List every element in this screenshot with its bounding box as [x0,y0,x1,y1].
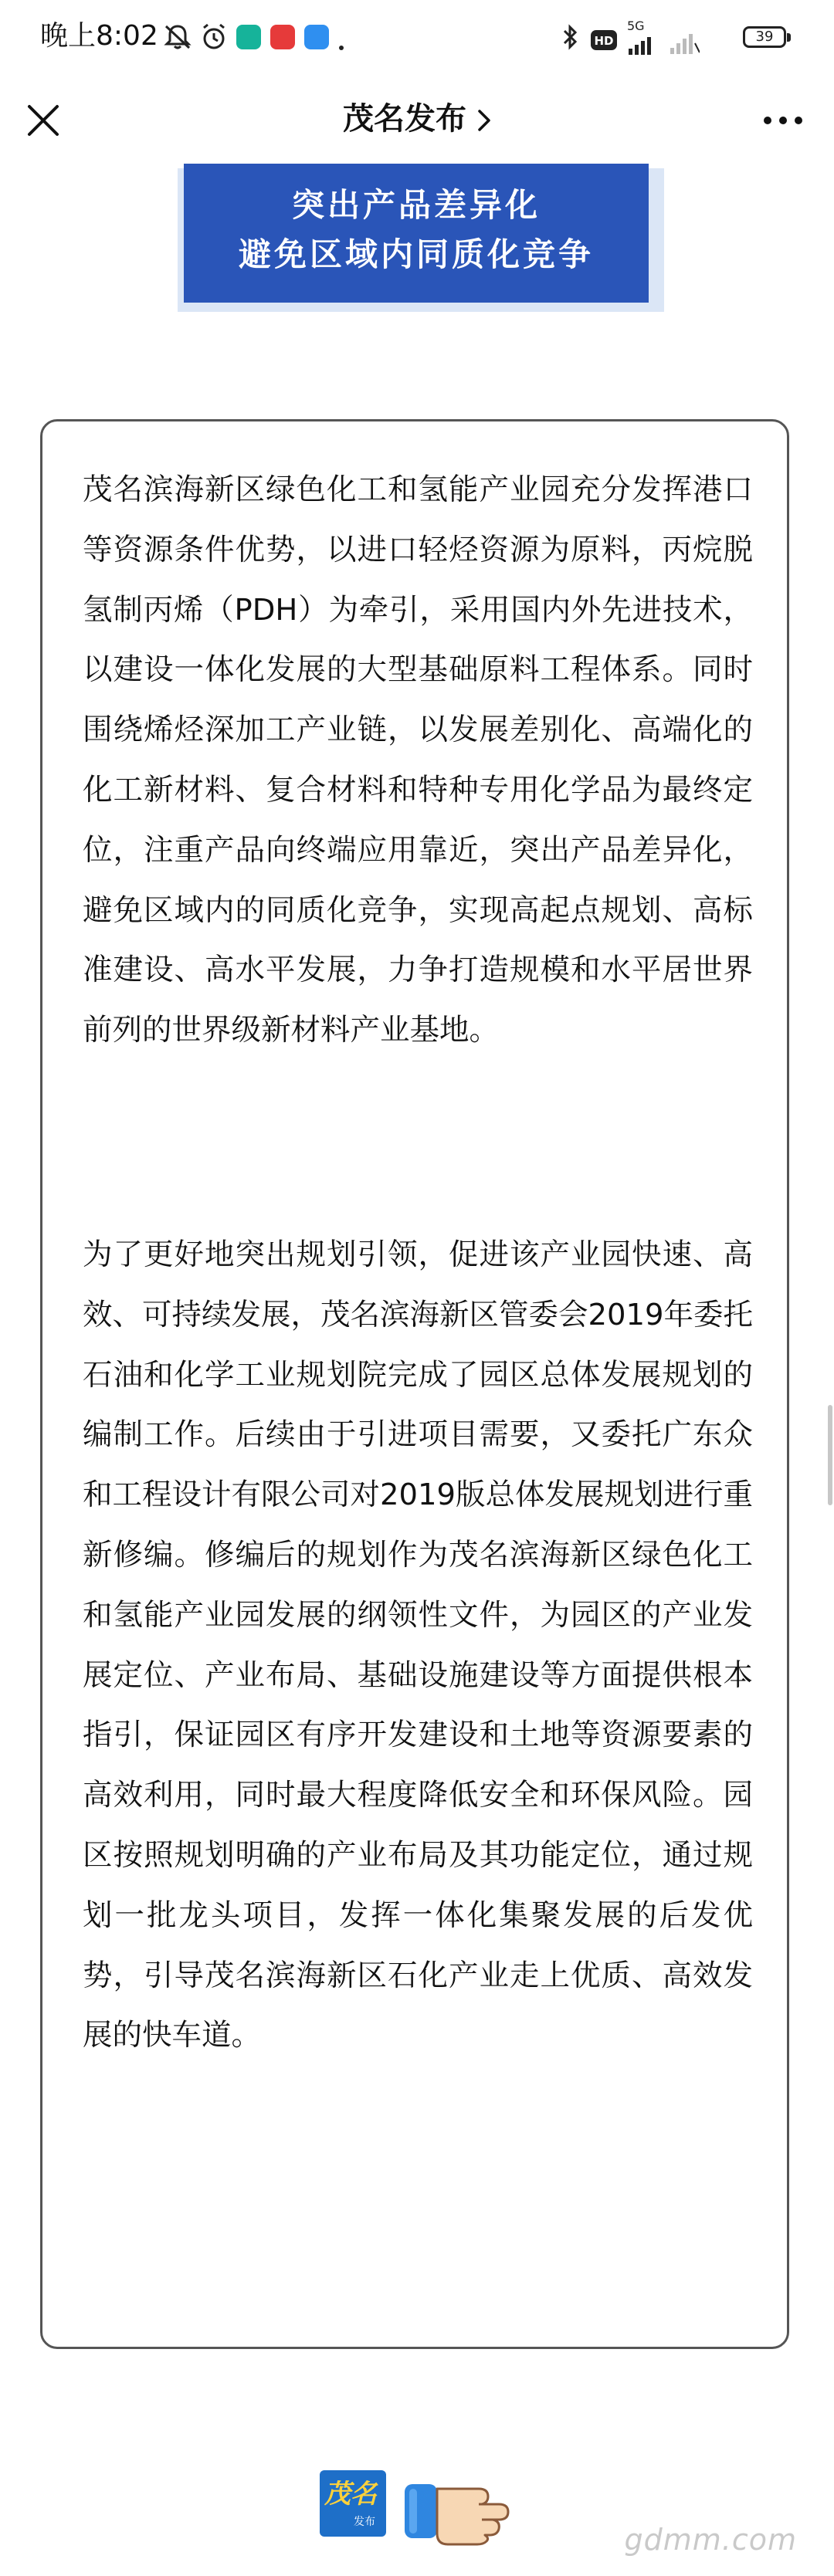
logo-text: 茂名 [324,2479,377,2510]
mute-bell-icon [162,23,193,51]
more-icon[interactable] [760,111,806,130]
app-notification-icon [304,25,329,49]
banner-line-1: 突出产品差异化 [291,186,541,224]
svg-text:HD: HD [594,34,614,48]
bluetooth-icon [561,23,579,51]
banner-line-2: 避免区域内同质化竞争 [238,235,594,273]
scroll-indicator [828,1405,832,1505]
article-text-box [40,419,789,2349]
article-paragraph-1: 茂名滨海新区绿色化工和氢能产业园充分发挥港口等资源条件优势，以进口轻烃资源为原料，丙烷脱氢制丙烯（PDH）为牵引，采用国内外先进技术，以建设一体化发展的大型基础原料工程体系。同时围绕烯烃深加工产业链，以发展差别化、高端化的化工新材料、复合材料和特种专用化学品为最终定位，注重产品向终端应用靠近，突出产品差异化，避免区域内的同质化竞争，实现高起点规划、高标准建设、高水平发展，力争打造规模和水平居世界前列的世界级新材料产业基地。 [83,472,753,1048]
status-time: 晚上8:02 [40,20,158,52]
app-notification-icon [236,25,261,49]
more-notifications-icon [338,34,344,62]
network-type: 5G [627,19,645,33]
hd-icon [590,26,618,54]
battery-indicator: 39 [743,26,786,48]
status-bar [0,0,834,77]
account-title-link[interactable] [0,97,834,140]
maoming-fabu-logo[interactable] [320,2470,386,2537]
signal-icon-secondary [669,29,700,57]
watermark: gdmm.com [624,2523,797,2557]
chevron-right-icon [477,109,491,132]
logo-subtext: 发布 [354,2516,375,2528]
pointing-hand-icon [402,2461,517,2546]
top-navigation-bar [0,77,834,162]
app-notification-icon [270,25,295,49]
page-title: 茂名发布 [343,101,466,137]
section-banner [184,164,649,303]
signal-icon [627,31,658,59]
alarm-clock-icon [199,23,229,51]
article-paragraph-2: 为了更好地突出规划引领，促进该产业园快速、高效、可持续发展，茂名滨海新区管委会2019年委托石油和化学工业规划院完成了园区总体发展规划的编制工作。后续由于引进项目需要，又委托广东众和工程设计有限公司对2019版总体发展规划进行重新修编。修编后的规划作为茂名滨海新区绿色化工和氢能产业园发展的纲领性文件，为园区的产业发展定位、产业布局、基础设施建设等方面提供根本指引，保证园区有序开发建设和土地等资源要素的高效利用，同时最大程度降低安全和环保风险。园区按照规划明确的产业布局及其功能定位，通过规划一批龙头项目，发挥一体化集聚发展的后发优势，引导茂名滨海新区石化产业走上优质、高效发展的快车道。 [83,1237,753,2053]
